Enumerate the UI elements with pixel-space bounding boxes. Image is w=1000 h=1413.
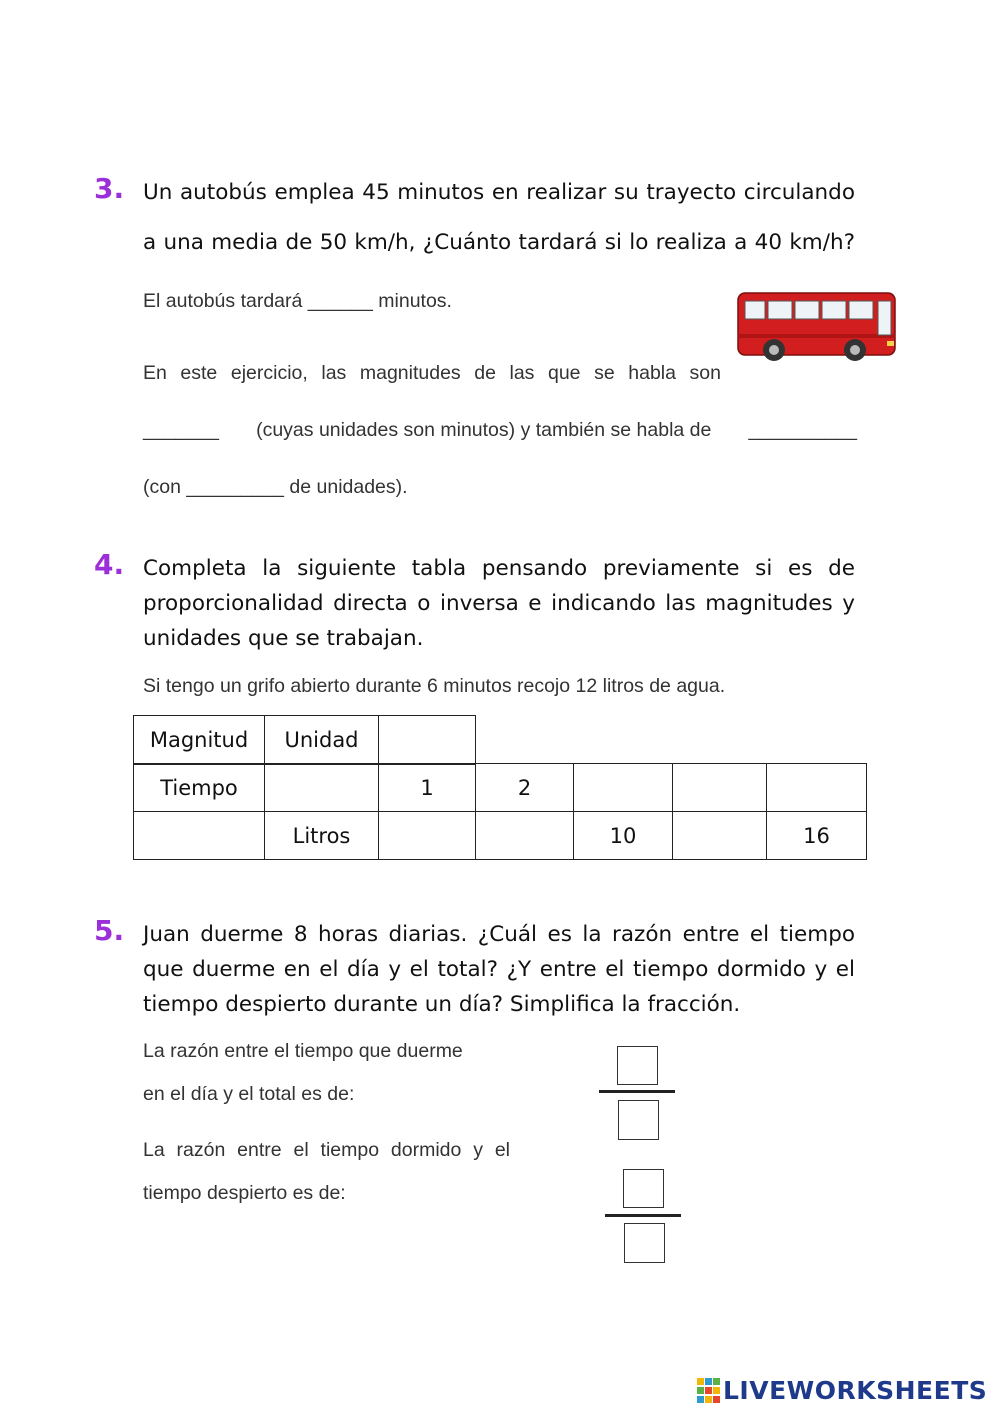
liveworksheets-logo	[697, 1376, 987, 1405]
question-5-line-2: que duerme en el día y el total? ¿Y entre el tiempo dormido y el	[143, 957, 855, 982]
table-cell[interactable]	[476, 812, 574, 860]
question-4-line-1: Completa la siguiente tabla pensando previamente si es de	[143, 556, 855, 581]
table-cell: 10	[574, 812, 673, 860]
question-3-line-1: Un autobús emplea 45 minutos en realizar su trayecto circulando	[143, 180, 855, 205]
answer-suffix: minutos.	[378, 290, 452, 312]
magnitude-1-blank[interactable]: _______	[143, 419, 219, 441]
table-header-blank[interactable]	[379, 716, 476, 765]
magnitude-2-blank[interactable]: __________	[748, 419, 857, 441]
ratio-1-line-2: en el día y el total es de:	[143, 1083, 355, 1105]
question-3-answer-line	[143, 290, 452, 313]
question-5-line-3: tiempo despierto durante un día? Simplifica la fracción.	[143, 992, 741, 1017]
fraction-2-numerator-input[interactable]	[623, 1169, 664, 1208]
question-3-number: 3.	[94, 172, 125, 205]
question-3-magnitudes-line-2	[143, 419, 857, 442]
table-cell: Litros	[265, 812, 379, 860]
table-cell: 16	[767, 812, 867, 860]
liveworksheets-brand: LIVEWORKSHEETS	[723, 1376, 988, 1405]
table-cell: Tiempo	[134, 764, 265, 812]
table-cell[interactable]	[673, 812, 767, 860]
table-row	[134, 812, 867, 860]
table-cell: 2	[476, 764, 574, 812]
question-3-magnitudes-line-1: En este ejercicio, las magnitudes de las que se habla son	[143, 362, 721, 384]
units-prefix: (con	[143, 476, 181, 498]
table-cell[interactable]	[574, 764, 673, 812]
answer-minutes-blank[interactable]: ______	[307, 290, 373, 312]
fraction-1-denominator-input[interactable]	[618, 1100, 659, 1140]
question-4-context: Si tengo un grifo abierto durante 6 minutos recojo 12 litros de agua.	[143, 675, 726, 697]
table-row	[134, 764, 867, 812]
question-5-number: 5.	[94, 914, 125, 947]
table-cell[interactable]	[673, 764, 767, 812]
answer-prefix: El autobús tardará	[143, 290, 303, 312]
magnitudes-middle-text: (cuyas unidades son minutos) y también se habla de	[256, 419, 712, 441]
question-4-line-3: unidades que se trabajan.	[143, 626, 424, 651]
question-5-line-1: Juan duerme 8 horas diarias. ¿Cuál es la razón entre el tiempo	[143, 922, 855, 947]
ratio-2-line-1: La razón entre el tiempo dormido y el	[143, 1139, 510, 1161]
table-header-unidad: Unidad	[265, 716, 379, 765]
table-header-magnitud: Magnitud	[134, 716, 265, 765]
ratio-1-line-1: La razón entre el tiempo que duerme	[143, 1040, 463, 1062]
fraction-1-numerator-input[interactable]	[617, 1046, 658, 1085]
table-cell[interactable]	[265, 764, 379, 812]
fraction-2-denominator-input[interactable]	[624, 1223, 665, 1263]
fraction-2-bar	[605, 1214, 681, 1217]
table-cell: 1	[379, 764, 476, 812]
table-cell[interactable]	[767, 764, 867, 812]
table-cell[interactable]	[134, 812, 265, 860]
units-blank[interactable]: _________	[186, 476, 284, 498]
liveworksheets-logo-icon	[697, 1378, 721, 1404]
fraction-1-bar	[599, 1090, 675, 1093]
units-suffix: de unidades).	[289, 476, 408, 498]
table-cell[interactable]	[379, 812, 476, 860]
ratio-2-line-2: tiempo despierto es de:	[143, 1182, 346, 1204]
table-header	[133, 715, 476, 765]
question-4-line-2: proporcionalidad directa o inversa e indicando las magnitudes y	[143, 591, 855, 616]
question-3-magnitudes-line-3	[143, 476, 408, 499]
bus-icon	[737, 291, 899, 363]
question-3-line-2: a una media de 50 km/h, ¿Cuánto tardará si lo realiza a 40 km/h?	[143, 230, 855, 255]
question-4-number: 4.	[94, 548, 125, 581]
proportionality-table	[133, 763, 867, 860]
